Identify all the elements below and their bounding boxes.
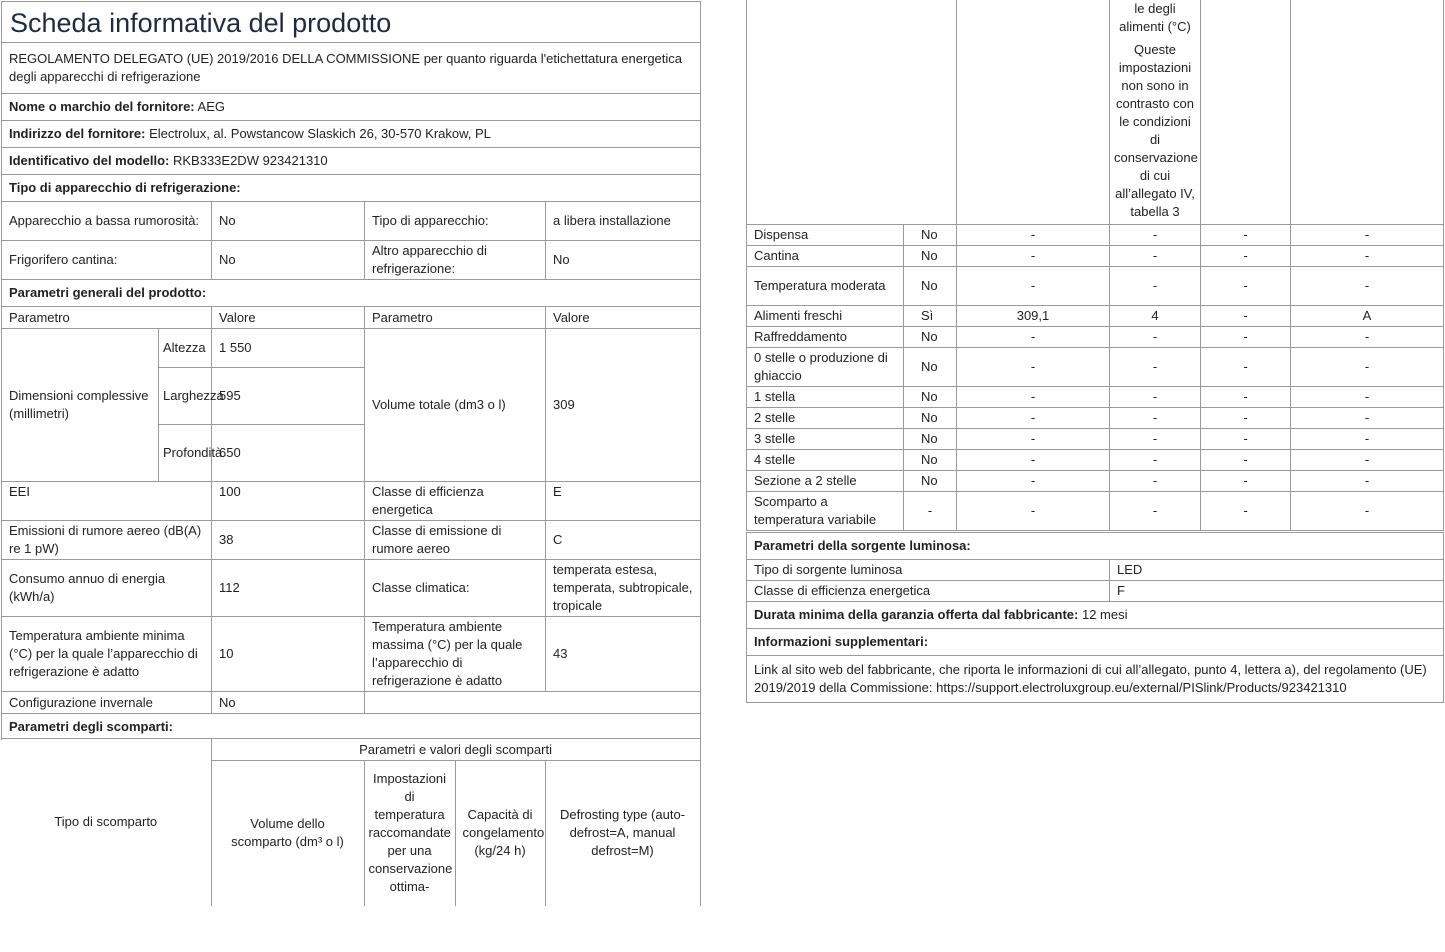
compartment-row — [747, 428, 1444, 449]
empty-cell — [957, 0, 1110, 224]
comp-defrost-header: Defrosting type (auto-defrost=A, manual defrost=M) — [545, 761, 700, 906]
compartment-row — [747, 386, 1444, 407]
climate-label: Classe climatica: — [365, 560, 546, 617]
col-param-2: Parametro — [365, 307, 546, 329]
compartment-freeze: - — [1201, 407, 1291, 428]
compartment-defrost: - — [1291, 407, 1444, 428]
compartment-row — [747, 245, 1444, 266]
compartment-volume: - — [957, 326, 1110, 347]
comp-group-header: Parametri e valori degli scomparti — [211, 739, 700, 761]
compartment-name: Raffreddamento — [747, 326, 904, 347]
compartment-row — [747, 407, 1444, 428]
compartment-name: Alimenti freschi — [747, 305, 904, 326]
compartment-name: 4 stelle — [747, 449, 904, 470]
compartment-row — [747, 266, 1444, 305]
page-title: Scheda informativa del prodotto — [2, 2, 701, 43]
product-sheet-table — [1, 1, 701, 740]
light-type-value: LED — [1110, 560, 1444, 581]
link-row — [747, 656, 1444, 703]
compartment-present: No — [904, 470, 957, 491]
compartment-row — [747, 449, 1444, 470]
total-volume-value: 309 — [546, 329, 701, 482]
compartment-temp: - — [1110, 224, 1201, 245]
compartment-defrost: - — [1291, 449, 1444, 470]
width-label: Larghezza — [159, 368, 212, 425]
manufacturer-link[interactable]: https://support.electroluxgroup.eu/external/PISlink/Products/923421310 — [936, 680, 1347, 695]
type-heading: Tipo di apparecchio di refrigerazione: — [2, 175, 701, 202]
energy-class-label: Classe di efficienza energetica — [365, 482, 546, 521]
compartment-temp: - — [1110, 449, 1201, 470]
compartment-temp: - — [1110, 491, 1201, 530]
min-temp-label: Temperatura ambiente minima (°C) per la quale l’apparecchio di refrigerazione è adatto — [2, 617, 212, 692]
light-heading: Parametri della sorgente luminosa: — [747, 533, 1444, 560]
total-volume-label: Volume totale (dm3 o l) — [365, 329, 546, 482]
compartment-freeze: - — [1201, 266, 1291, 305]
compartment-name: 3 stelle — [747, 428, 904, 449]
low-noise-value: No — [212, 202, 365, 241]
empty-cell — [1201, 0, 1291, 224]
extra-heading: Informazioni supplementari: — [747, 629, 1444, 656]
compartment-defrost: - — [1291, 266, 1444, 305]
compartment-freeze: - — [1201, 428, 1291, 449]
compartment-freeze: - — [1201, 326, 1291, 347]
compartment-name: 0 stelle o produzione di ghiaccio — [747, 347, 904, 386]
noise-label: Emissioni di rumore aereo (dB(A) re 1 pW) — [2, 521, 212, 560]
compartment-temp: - — [1110, 245, 1201, 266]
compartments-heading: Parametri degli scomparti: — [2, 714, 701, 740]
compartment-present: No — [904, 449, 957, 470]
compartment-present: No — [904, 347, 957, 386]
supplier-address-row — [2, 121, 701, 148]
appliance-type-label: Tipo di apparecchio: — [365, 202, 546, 241]
depth-value: 650 — [212, 425, 365, 482]
supplier-name-label: Nome o marchio del fornitore: — [9, 99, 195, 114]
compartment-volume: - — [957, 347, 1110, 386]
consumption-value: 112 — [212, 560, 365, 617]
compartment-freeze: - — [1201, 224, 1291, 245]
compartment-volume: - — [957, 428, 1110, 449]
compartment-freeze: - — [1201, 305, 1291, 326]
compartment-volume: - — [957, 491, 1110, 530]
compartment-temp: - — [1110, 428, 1201, 449]
compartment-row — [747, 470, 1444, 491]
compartment-volume: 309,1 — [957, 305, 1110, 326]
col-value: Valore — [212, 307, 365, 329]
compartment-present: No — [904, 326, 957, 347]
appliance-type-value: a libera installazione — [546, 202, 701, 241]
compartment-defrost: - — [1291, 224, 1444, 245]
wine-value: No — [212, 241, 365, 280]
height-label: Altezza — [159, 329, 212, 368]
general-heading: Parametri generali del prodotto: — [2, 280, 701, 307]
wine-label: Frigorifero cantina: — [2, 241, 212, 280]
compartment-temp: - — [1110, 347, 1201, 386]
winter-label: Configurazione invernale — [2, 692, 212, 714]
compartment-present: No — [904, 266, 957, 305]
comp-temp-header-cont — [1110, 0, 1201, 224]
model-row — [2, 148, 701, 175]
empty-cell — [747, 0, 957, 224]
compartment-name: 2 stelle — [747, 407, 904, 428]
compartment-freeze: - — [1201, 386, 1291, 407]
compartment-volume: - — [957, 449, 1110, 470]
supplier-address-label: Indirizzo del fornitore: — [9, 126, 146, 141]
width-value: 595 — [212, 368, 365, 425]
compartment-present: No — [904, 407, 957, 428]
winter-value: No — [212, 692, 365, 714]
compartment-present: Sì — [904, 305, 957, 326]
compartment-temp: - — [1110, 407, 1201, 428]
compartment-row — [747, 305, 1444, 326]
compartment-defrost: - — [1291, 470, 1444, 491]
compartment-defrost: - — [1291, 386, 1444, 407]
eei-label: EEI — [2, 482, 212, 521]
warranty-value: 12 mesi — [1081, 607, 1128, 622]
compartments-table — [746, 0, 1444, 531]
supplier-name-row — [2, 94, 701, 121]
supplier-address: Electrolux, al. Powstancow Slaskich 26, 30-570 Krakow, PL — [149, 126, 491, 141]
model-label: Identificativo del modello: — [9, 153, 170, 168]
temp-header-note: Queste impostazioni non sono in contrasto con le condizioni di conservazione di cui all’allegato IV, tabella 3 — [1114, 42, 1198, 219]
max-temp-label: Temperatura ambiente massima (°C) per la quale l’apparecchio di refrigerazione è adatto — [365, 617, 546, 692]
light-class-value: F — [1110, 581, 1444, 602]
compartment-name: Sezione a 2 stelle — [747, 470, 904, 491]
warranty-row — [747, 602, 1444, 629]
compartment-present: No — [904, 428, 957, 449]
eei-value: 100 — [212, 482, 365, 521]
compartment-row — [747, 491, 1444, 530]
compartment-volume: - — [957, 470, 1110, 491]
comp-freeze-header: Capacità di congelamento (kg/24 h) — [455, 761, 545, 906]
compartment-freeze: - — [1201, 245, 1291, 266]
compartment-volume: - — [957, 245, 1110, 266]
compartment-freeze: - — [1201, 470, 1291, 491]
compartment-name: Scomparto a temperatura variabile — [747, 491, 904, 530]
col-value-2: Valore — [546, 307, 701, 329]
compartment-present: - — [904, 491, 957, 530]
energy-class-value: E — [546, 482, 701, 521]
compartment-defrost: - — [1291, 428, 1444, 449]
dimensions-label: Dimensioni complessive (millimetri) — [2, 329, 159, 482]
compartment-row — [747, 224, 1444, 245]
comp-type-header: Tipo di scomparto — [1, 739, 211, 906]
compartment-temp: - — [1110, 470, 1201, 491]
light-table — [746, 532, 1444, 703]
low-noise-label: Apparecchio a bassa rumorosità: — [2, 202, 212, 241]
other-label: Altro apparecchio di refrigerazione: — [365, 241, 546, 280]
compartments-header-table — [1, 738, 701, 906]
compartment-freeze: - — [1201, 449, 1291, 470]
compartment-volume: - — [957, 266, 1110, 305]
model-id: RKB333E2DW 923421310 — [172, 153, 328, 168]
compartment-freeze: - — [1201, 491, 1291, 530]
compartment-present: No — [904, 224, 957, 245]
height-value: 1 550 — [212, 329, 365, 368]
depth-label: Profondità — [159, 425, 212, 482]
compartment-defrost: A — [1291, 305, 1444, 326]
compartment-name: Dispensa — [747, 224, 904, 245]
noise-value: 38 — [212, 521, 365, 560]
noise-class-value: C — [546, 521, 701, 560]
compartment-volume: - — [957, 386, 1110, 407]
noise-class-label: Classe di emissione di rumore aereo — [365, 521, 546, 560]
compartment-row — [747, 326, 1444, 347]
compartment-name: Cantina — [747, 245, 904, 266]
compartment-defrost: - — [1291, 491, 1444, 530]
min-temp-value: 10 — [212, 617, 365, 692]
comp-temp-header: Impostazioni di temperatura raccomandate per una conservazione ottima- — [364, 761, 455, 906]
empty-cell — [1291, 0, 1444, 224]
other-value: No — [546, 241, 701, 280]
compartment-present: No — [904, 386, 957, 407]
compartment-volume: - — [957, 407, 1110, 428]
compartment-temp: - — [1110, 266, 1201, 305]
compartment-temp: 4 — [1110, 305, 1201, 326]
warranty-label: Durata minima della garanzia offerta dal fabbricante: — [754, 607, 1079, 622]
compartment-defrost: - — [1291, 326, 1444, 347]
empty-cell — [365, 692, 701, 714]
compartment-freeze: - — [1201, 347, 1291, 386]
light-type-label: Tipo di sorgente luminosa — [747, 560, 1110, 581]
regulation-text: REGOLAMENTO DELEGATO (UE) 2019/2016 DELLA COMMISSIONE per quanto riguarda l'etichettatura energetica degli apparecchi di refrigerazione — [2, 43, 701, 94]
comp-volume-header: Volume dello scomparto (dm³ o l) — [211, 761, 364, 906]
consumption-label: Consumo annuo di energia (kWh/a) — [2, 560, 212, 617]
compartment-defrost: - — [1291, 245, 1444, 266]
compartment-temp: - — [1110, 326, 1201, 347]
climate-value: temperata estesa, temperata, subtropicale, tropicale — [546, 560, 701, 617]
supplier-name: AEG — [197, 99, 226, 114]
compartment-row — [747, 347, 1444, 386]
max-temp-value: 43 — [546, 617, 701, 692]
compartment-present: No — [904, 245, 957, 266]
compartment-name: Temperatura moderata — [747, 266, 904, 305]
compartment-defrost: - — [1291, 347, 1444, 386]
link-text: Link al sito web del fabbricante, che riporta le informazioni di cui all’allegato, punto 4, lettera a), del regolamento (UE) 2019/2019 della Commissione: — [754, 662, 1427, 695]
light-class-label: Classe di efficienza energetica — [747, 581, 1110, 602]
compartment-name: 1 stella — [747, 386, 904, 407]
col-param: Parametro — [2, 307, 212, 329]
temp-header-top: le degli alimenti (°C) — [1119, 1, 1191, 34]
compartment-volume: - — [957, 224, 1110, 245]
compartments-body — [747, 224, 1444, 530]
compartment-temp: - — [1110, 386, 1201, 407]
